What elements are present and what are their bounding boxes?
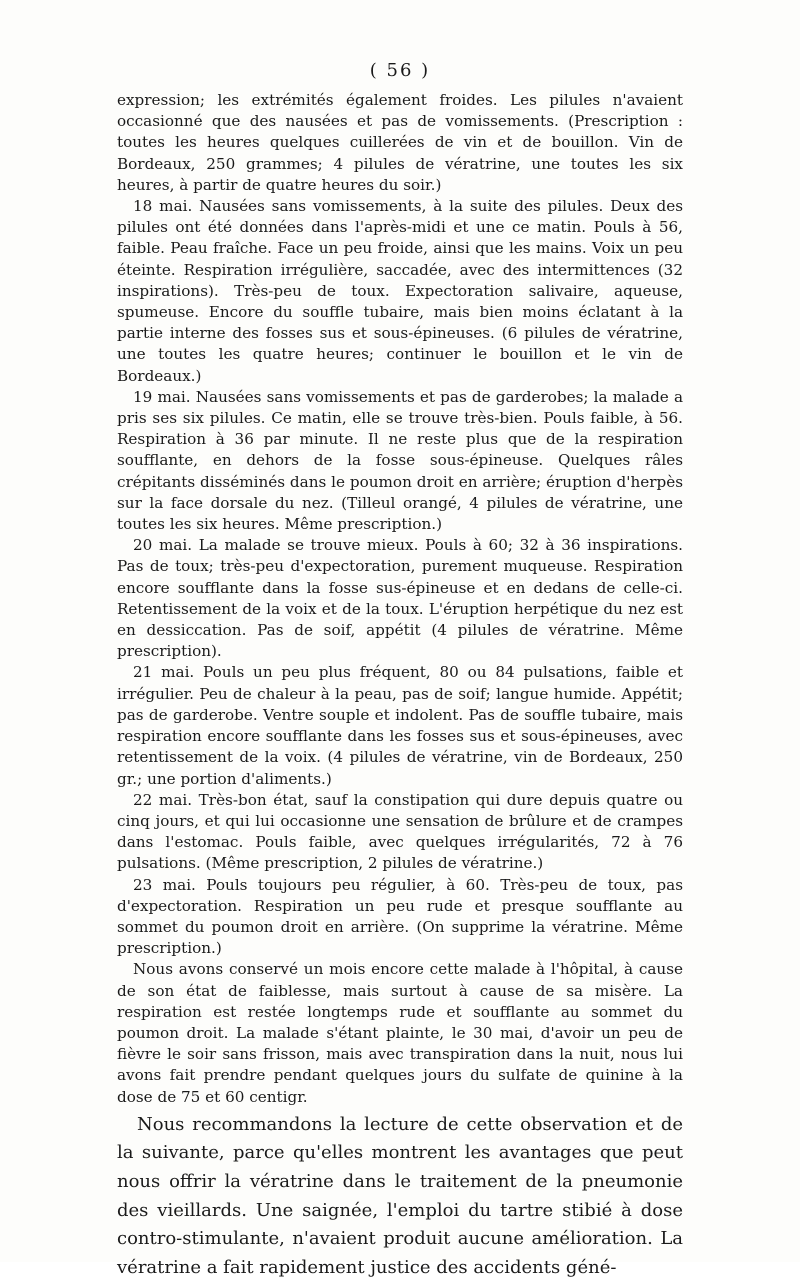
case-notes (117, 90, 683, 1108)
paragraph-follow-up: Nous avons conservé un mois encore cette malade à l'hôpital, à cause de son état de faiblesse, mais surtout à cause de sa misère. La respiration est restée longtemps rude et soufflante au sommet du poumon droit. La malade s'étant plainte, le 30 mai, d'avoir un peu de fièvre le soir sans frisson, mais avec transpiration dans la nuit, nous lui avons fait prendre pendant quelques jours du sulfate de quinine à la dose de 75 et 60 centigr. (117, 960, 683, 1106)
paragraph-19-mai: 19 mai. Nausées sans vomissements et pas de garderobes; la malade a pris ses six pilules. Ce matin, elle se trouve très-bien. Pouls faible, à 56. Respiration à 36 par minute. Il ne reste plus que de la respiration soufflante, en dehors de la fosse sous-épineuse. Quelques râles crépitants disséminés dans le poumon droit en arrière; éruption d'herpès sur la face dorsale du nez. (Tilleul orangé, 4 pilules de vératrine, une toutes les six heures. Même prescription.) (117, 387, 683, 534)
paragraph-commentary: Nous recommandons la lecture de cette observation et de la suivante, parce qu'elles montrent les avantages que peut nous offrir la vératrine dans le traitement de la pneumonie des vieillards. Une saignée, l'emploi du tartre stibié à dose contro-stimulante, n'avaient produit aucune amélioration. La vératrine a fait rapidement justice des accidents géné- (117, 1113, 683, 1278)
page-number: ( 56 ) (369, 60, 431, 81)
paragraph-22-mai: 22 mai. Très-bon état, sauf la constipation qui dure depuis quatre ou cinq jours, et qui lui occasionne une sensation de brûlure et de crampes dans l'estomac. Pouls faible, avec quelques irrégularités, 72 à 76 pulsations. (Même prescription, 2 pilules de vératrine.) (117, 790, 683, 873)
paragraph-20-mai: 20 mai. La malade se trouve mieux. Pouls à 60; 32 à 36 inspirations. Pas de toux; très-peu d'expectoration, purement muqueuse. Respiration encore soufflante dans la fosse sus-épineuse et en dedans de celle-ci. Retentissement de la voix et de la toux. L'éruption herpétique du nez est en dessiccation. Pas de soif, appétit (4 pilules de vératrine. Même prescription). (117, 536, 683, 661)
paragraph-continuation: expression; les extrémités également froides. Les pilules n'avaient occasionné que des nausées et pas de vomissements. (Prescription : toutes les heures quelques cuillerées de vin et de bouillon. Vin de Bordeaux, 250 grammes; 4 pilules de vératrine, une toutes les six heures, à partir de quatre heures du soir.) (117, 91, 683, 194)
paragraph-18-mai: 18 mai. Nausées sans vomissements, à la suite des pilules. Deux des pilules ont été données dans l'après-midi et une ce matin. Pouls à 56, faible. Peau fraîche. Face un peu froide, ainsi que les mains. Voix un peu éteinte. Respiration irrégulière, saccadée, avec des intermittences (32 inspirations). Très-peu de toux. Expectoration salivaire, aqueuse, spumeuse. Encore du souffle tubaire, mais bien moins éclatant à la partie interne des fosses sus et sous-épineuses. (6 pilules de vératrine, une toutes les quatre heures; continuer le bouillon et le vin de Bordeaux.) (117, 197, 683, 385)
paragraph-23-mai: 23 mai. Pouls toujours peu régulier, à 60. Très-peu de toux, pas d'expectoration. Respiration un peu rude et presque soufflante au sommet du poumon droit en arrière. (On supprime la vératrine. Même prescription.) (117, 875, 683, 958)
body-text (117, 90, 683, 1282)
commentary (117, 1111, 683, 1282)
paragraph-21-mai: 21 mai. Pouls un peu plus fréquent, 80 ou 84 pulsations, faible et irrégulier. Peu de chaleur à la peau, pas de soif; langue humide. Appétit; pas de garderobe. Ventre souple et indolent. Pas de souffle tubaire, mais respiration encore soufflante dans les fosses sus et sous-épineuses, avec retentissement de la voix. (4 pilules de vératrine, vin de Bordeaux, 250 gr.; une portion d'aliments.) (117, 663, 683, 788)
